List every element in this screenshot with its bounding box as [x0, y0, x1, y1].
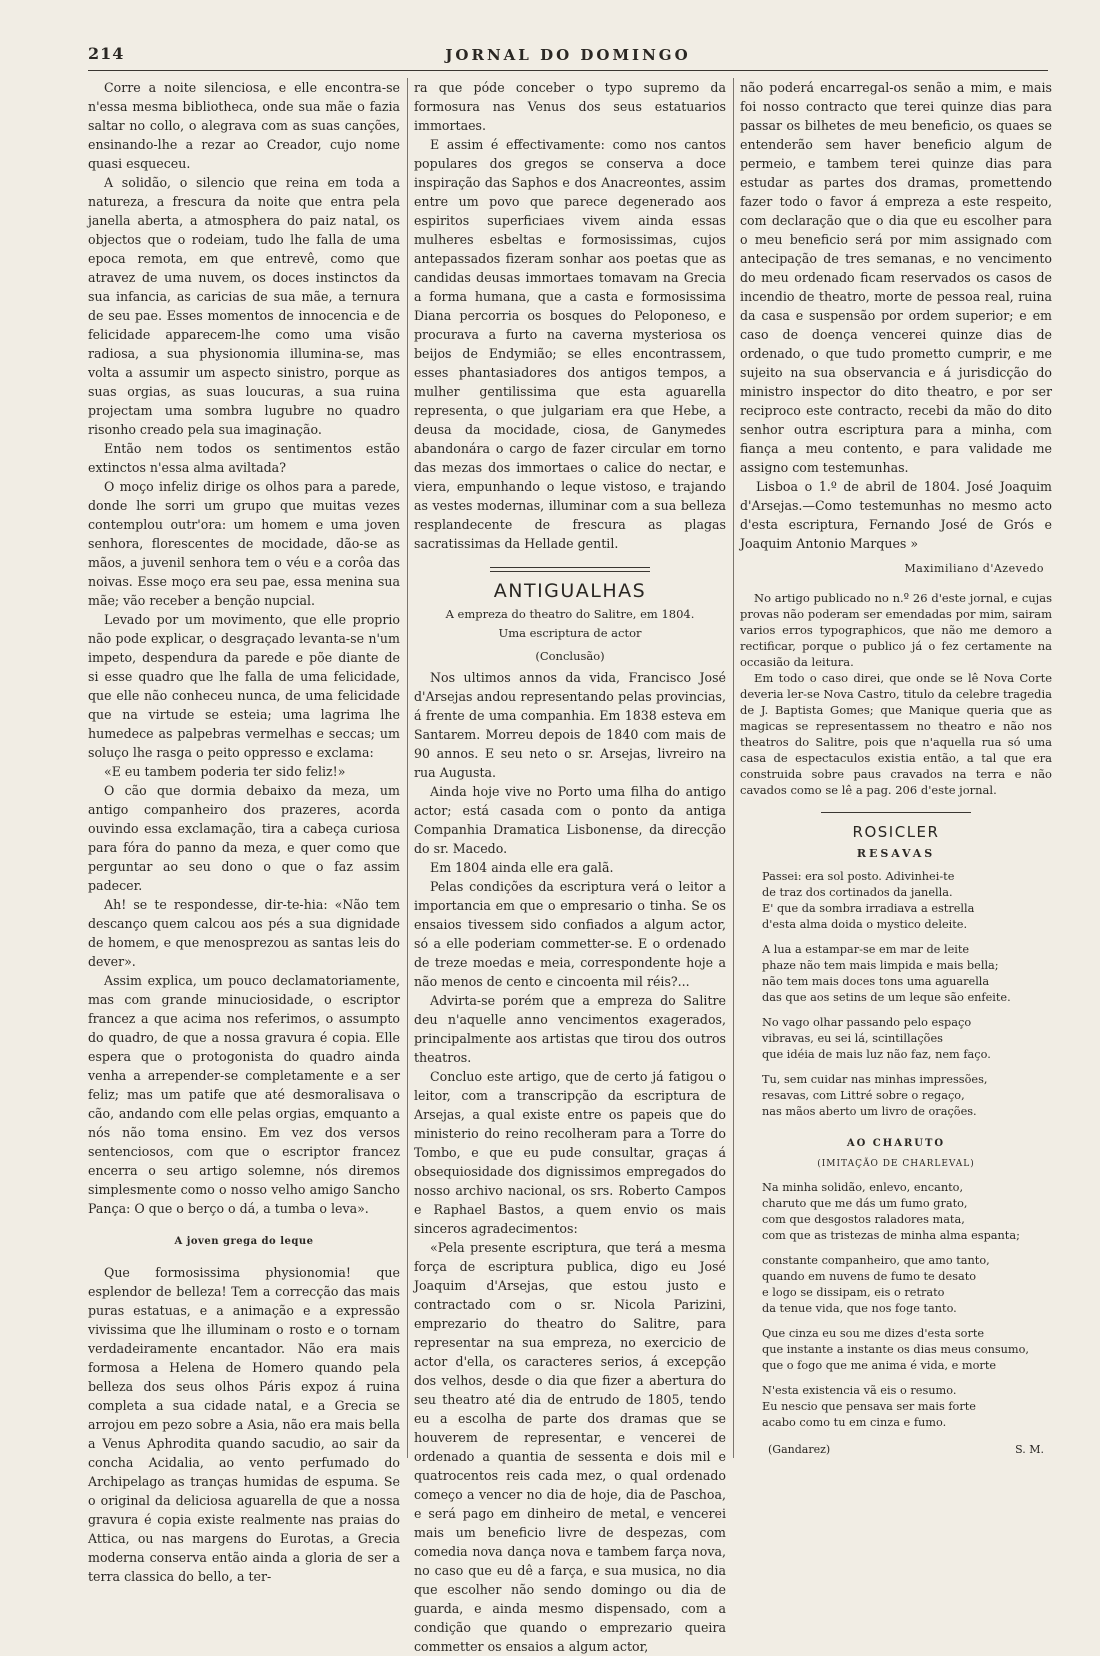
section-rule — [490, 567, 650, 568]
poem-ao-charuto — [762, 1180, 1052, 1431]
paragraph: Que formosissima physionomia! que esplendor de belleza! Tem a correcção das mais puras estatuas, e a animação e a expressão vivissima que lhe illuminam o rosto e o tornam verdadeiramente encantador. Não era mais formosa a Helena de Homero quando pela belleza dos seus olhos Páris expoz á ruina completa a sua cidade natal, e a Grecia se arrojou em pezo sobre a Asia, não era mais bella a Venus Aphrodita quando sacudio, ao sair da concha Acidalia, ao vento perfumado do Archipelago as tranças humidas de espuma. Se o original da deliciosa aguarella de que a nossa gravura é copia existe realmente nas praias do Attica, ou nas margens do Eurotas, a Grecia moderna conserva então ainda a gloria de ser a terra classica do bello, a ter- — [88, 1265, 400, 1584]
column-2 — [414, 78, 726, 1656]
poem-line: resavas, com Littré sobre o regaço, — [762, 1089, 965, 1102]
poem-subtitle: (IMITAÇÃO DE CHARLEVAL) — [817, 1159, 975, 1169]
poem-stanza — [762, 1326, 1052, 1374]
section-subtitle: Uma escriptura de actor — [498, 626, 642, 640]
poem-line: quando em nuvens de fumo te desato — [762, 1270, 977, 1283]
section-rule — [821, 812, 971, 813]
poem-stanza — [762, 869, 1052, 933]
paragraph: Ah! se te respondesse, dir-te-hia: «Não tem descanço quem calcou aos pés a sua dignidade de homem, e que menosprezou as santas leis do dever». — [88, 897, 400, 969]
paragraph: Então nem todos os sentimentos estão extinctos n'essa alma aviltada? — [88, 441, 400, 475]
paragraph: ra que póde conceber o typo supremo da formosura nas Venus dos seus estatuarios immortaes. — [414, 80, 726, 133]
poem-rosicler — [762, 869, 1052, 1120]
paragraph: E assim é effectivamente: como nos cantos populares dos gregos se conserva a doce inspiração das Saphos e dos Anacreontes, assim entre um povo que parece degenerado aos espiritos superficiaes vivem ainda essas mulheres esbeltas e formosissimas, cujos antepassados fizeram sonhar aos poetas que as candidas deusas immortaes tomavam na Grecia a forma humana, que a casta e formosissima Diana percorria os bosques do Peloponeso, e procurava a furto na caverna mysteriosa os beijos de Endymião; se elles encontrassem, esses phantasiadores dos antigos tempos, a mulher gentilissima que esta aguarella representa, o que julgariam era que Hebe, a deusa da mocidade, ciosa, de Ganymedes abandonára o cargo de fazer circular em torno das mezas dos immortaes o calice do nectar, e viera, empunhando o leque vistoso, e trajando as vestes modernas, illuminar com a sua belleza resplandecente de frescura as plagas sacratissimas da Hellade gentil. — [414, 137, 726, 551]
poem-title: ROSICLER — [852, 823, 940, 841]
poem-line: Que cinza eu sou me dizes d'esta sorte — [762, 1327, 985, 1340]
note-paragraph: No artigo publicado no n.º 26 d'este jornal, e cujas provas não poderam ser emendadas por mim, sairam varios erros typographicos, que não me demoro a rectificar, porque o publico já o fez certamente na occasião da leitura. — [740, 591, 1052, 669]
poem-line: nas mãos aberto um livro de orações. — [762, 1105, 977, 1118]
section-subtitle: A empreza do theatro do Salitre, em 1804. — [445, 607, 695, 621]
paragraph: A solidão, o silencio que reina em toda a natureza, a frescura da noite que entra pela janella aberta, a atmosphera do paiz natal, os objectos que o rodeiam, tudo lhe falla de uma epoca remota, em que entrevê, como que atravez de uma nuvem, os doces instinctos da sua infancia, as caricias de sua mãe, a ternura de seu pae. Esses momentos de innocencia e de felicidade apparecem-lhe como uma visão radiosa, a sua physionomia illumina-se, mas volta a assumir um aspecto sinistro, porque as suas orgias, as suas loucuras, a sua ruina projectam uma sombra lugubre no quadro risonho creado pela sua imaginação. — [88, 175, 400, 437]
poem-stanza — [762, 1015, 1052, 1063]
poem-title: AO CHARUTO — [846, 1138, 946, 1149]
section-title: ANTIGUALHAS — [493, 580, 647, 602]
paragraph: Corre a noite silenciosa, e elle encontra-se n'essa mesma bibliotheca, onde sua mãe o fazia saltar no collo, o alegrava com as suas canções, ensinando-lhe a rezar ao Creador, cujo nome quasi esqueceu. — [88, 80, 400, 171]
author-signature: Maximiliano d'Azevedo — [904, 562, 1044, 575]
paragraph: O moço infeliz dirige os olhos para a parede, donde lhe sorri um grupo que muitas vezes contemplou outr'ora: um homem e uma joven senhora, florescentes de mocidade, dão-se as mãos, a juvenil senhora tem o véu e a corôa das noivas. Esse moço era seu pae, essa menina sua mãe; vão receber a benção nupcial. — [88, 479, 400, 608]
poem-line: Passei: era sol posto. Adivinhei-te — [762, 870, 955, 883]
poem-line: que instante a instante os dias meus consumo, — [762, 1343, 1030, 1356]
poem-line: não tem mais doces tons uma aguarella — [762, 975, 990, 988]
erratum-note — [740, 590, 1052, 798]
poem-line: de traz dos cortinados da janella. — [762, 886, 953, 899]
column-1 — [88, 78, 400, 1586]
section-rule — [490, 571, 650, 572]
poem-line: phaze não tem mais limpida e mais bella; — [762, 959, 999, 972]
column-divider — [733, 78, 734, 1458]
poem-line: charuto que me dás um fumo grato, — [762, 1197, 968, 1210]
poem-stanza — [762, 1383, 1052, 1431]
paragraph: O cão que dormia debaixo da meza, um antigo companheiro dos prazeres, acorda ouvindo essa exclamação, tira a cabeça curiosa para fóra do panno da meza, e quer como que perguntar ao seu dono o que o faz assim padecer. — [88, 783, 400, 893]
poem-footer — [768, 1440, 1044, 1459]
poem-line: N'esta existencia vã eis o resumo. — [762, 1384, 957, 1397]
paragraph: Nos ultimos annos da vida, Francisco José d'Arsejas andou representando pelas provincias, á frente de uma companhia. Em 1838 esteva em Santarem. Morreu depois de 1840 com mais de 90 annos. E seu neto o sr. Arsejas, livreiro na rua Augusta. — [414, 670, 726, 780]
poem-line: A lua a estampar-se em mar de leite — [762, 943, 970, 956]
note-paragraph: Em todo o caso direi, que onde se lê Nova Corte deveria ler-se Nova Castro, titulo da celebre tragedia de J. Baptista Gomes; que Manique queria que as magicas se representassem no theatro e não nos theatros do Salitre, pois que n'aquella rua só uma casa de espectaculos existia então, a tal que era construida sobre paus cravados na terra e não cavados como se lê a pag. 206 d'este jornal. — [740, 671, 1052, 797]
paragraph: Em 1804 ainda elle era galã. — [430, 860, 614, 875]
page-number: 214 — [88, 44, 125, 63]
paragraph: Advirta-se porém que a empreza do Salitre deu n'aquelle anno vencimentos exagerados, principalmente aos artistas que tirou dos outros theatros. — [414, 993, 726, 1065]
poem-line: que idéia de mais luz não faz, nem faço. — [762, 1048, 991, 1061]
poem-line: Eu nescio que pensava ser mais forte — [762, 1400, 976, 1413]
poem-line: d'esta alma doida o mystico deleite. — [762, 918, 968, 931]
poem-line: que o fogo que me anima é vida, e morte — [762, 1359, 997, 1372]
paragraph: Pelas condições da escriptura verá o leitor a importancia em que o empresario o tinha. Se os ensaios tivessem sido confiados a algum actor, só a elle poderiam commetter-se. E o ordenado de treze moedas e meia, correspondente hoje a não menos de cento e cincoenta mil réis?... — [414, 879, 726, 989]
poem-initials: S. M. — [1015, 1443, 1044, 1456]
paragraph: Levado por um movimento, que elle proprio não pode explicar, o desgraçado levanta-se n'um impeto, despendura da parede e põe diante de si esse quadro que lhe falla de uma felicidade, que elle não conheceu nunca, de uma felicidade que na virtude se esteia; uma lagrima lhe humedece as palpebras vermelhas e seccas; um soluço lhe rasga o peito oppresso e exclama: — [88, 612, 400, 760]
column-3 — [740, 78, 1052, 1459]
poem-line: com que as tristezas de minha alma espanta; — [762, 1229, 1020, 1242]
paragraph: Lisboa o 1.º de abril de 1804. José Joaquim d'Arsejas.—Como testemunhas no mesmo acto d'esta escriptura, Fernando José de Grós e Joaquim Antonio Marques » — [740, 479, 1052, 551]
poem-line: E' que da sombra irradiava a estrella — [762, 902, 975, 915]
poem-stanza — [762, 942, 1052, 1006]
paragraph: Assim explica, um pouco declamatoriamente, mas com grande minuciosidade, o escriptor francez a que acima nos referimos, o assumpto do quadro, de que a nossa gravura é copia. Elle espera que o protogonista do quadro ainda venha a arrepender-se completamente e a ser feliz; mas um patife que até desmoralisava o cão, andando com elle pelas orgias, emquanto a nós não toma ensino. Em vez dos versos sentenciosos, com que o escriptor francez encerra o seu artigo solemne, nós diremos simplesmente como o nosso velho amigo Sancho Pança: O que o berço o dá, a tumba o leva». — [88, 973, 400, 1216]
poem-line: da tenue vida, que nos foge tanto. — [762, 1302, 957, 1315]
paragraph: «E eu tambem poderia ter sido feliz!» — [104, 764, 346, 779]
poem-stanza — [762, 1253, 1052, 1317]
poem-line: Tu, sem cuidar nas minhas impressões, — [762, 1073, 988, 1086]
paragraph: Concluo este artigo, que de certo já fatigou o leitor, com a transcripção da escriptura de Arsejas, a qual existe entre os papeis que do ministerio do reino recolheram para a Torre do Tombo, e que eu pude consultar, graças á obsequiosidade dos dignissimos empregados do nosso archivo nacional, os srs. Roberto Campos e Raphael Bastos, a quem envio os mais sinceros agradecimentos: — [414, 1069, 726, 1236]
column-divider — [407, 78, 408, 1458]
poem-subtitle: RESAVAS — [856, 847, 936, 860]
poem-line: com que desgostos raladores mata, — [762, 1213, 965, 1226]
poem-line: No vago olhar passando pelo espaço — [762, 1016, 972, 1029]
paragraph: «Pela presente escriptura, que terá a mesma força de escriptura publica, digo eu José Joaquim d'Arsejas, que estou justo e contractado com o sr. Nicola Parizini, emprezario do theatro do Salitre, para representar na sua empreza, no exercicio de actor d'ella, os caracteres serios, á excepção dos velhos, desde o dia que fizer a abertura do seu theatro até dia de entrudo de 1805, tendo eu a escolha de parte dos dramas que se houverem de representar, e vencerei de ordenado a quantia de sessenta e dois mil e quatrocentos reis cada mez, o qual ordenado começo a vencer no dia de hoje, dia de Paschoa, e será pago em dinheiro de metal, e vencerei mais um beneficio livre de despezas, com comedia nova dança nova e tambem farça nova, no caso que eu dê a farça, e sua musica, no dia que escolher não sendo domingo ou dia de guarda, e ainda mesmo dispensado, com a condição que quando o emprezario queira commetter os ensaios a algum actor, — [414, 1240, 726, 1654]
journal-title: JORNAL DO DOMINGO — [445, 46, 691, 64]
article-subheading: A joven grega do leque — [174, 1236, 314, 1247]
header-rule — [88, 70, 1048, 71]
section-note: (Conclusão) — [535, 649, 605, 663]
poem-stanza — [762, 1072, 1052, 1120]
poem-line: Na minha solidão, enlevo, encanto, — [762, 1181, 964, 1194]
poem-source: (Gandarez) — [768, 1443, 831, 1456]
page-header — [88, 44, 1048, 68]
poem-line: acabo como tu em cinza e fumo. — [762, 1416, 947, 1429]
poem-line: das que aos setins de um leque são enfeite. — [762, 991, 1011, 1004]
paragraph: Ainda hoje vive no Porto uma filha do antigo actor; está casada com o ponto da antiga Companhia Dramatica Lisbonense, da direcção do sr. Macedo. — [414, 784, 726, 856]
poem-line: vibravas, eu sei lá, scintillações — [762, 1032, 943, 1045]
poem-line: e logo se dissipam, eis o retrato — [762, 1286, 945, 1299]
paragraph: não poderá encarregal-os senão a mim, e mais foi nosso contracto que terei quinze dias para passar os bilhetes de meu beneficio, os quaes se entenderão sem haver beneficio algum de permeio, e tambem terei quinze dias para estudar as partes dos dramas, promettendo fazer todo o favor á empreza a este respeito, com declaração que o dia que eu escolher para o meu beneficio será por mim assignado com antecipação de tres semanas, e no vencimento do meu ordenado ficam reservados os casos de incendio de theatro, morte de pessoa real, ruina da casa e suspensão por ordem superior; e em caso de doença vencerei quinze dias de ordenado, o que tudo prometto cumprir, e me sujeito na sua observancia e á jurisdicção do ministro inspector do dito theatro, e por ser reciproco este contracto, recebi da mão do dito senhor outra escriptura para a minha, com fiança a meu contento, e para validade me assigno com testemunhas. — [740, 80, 1052, 475]
poem-stanza — [762, 1180, 1052, 1244]
poem-line: constante companheiro, que amo tanto, — [762, 1254, 990, 1267]
